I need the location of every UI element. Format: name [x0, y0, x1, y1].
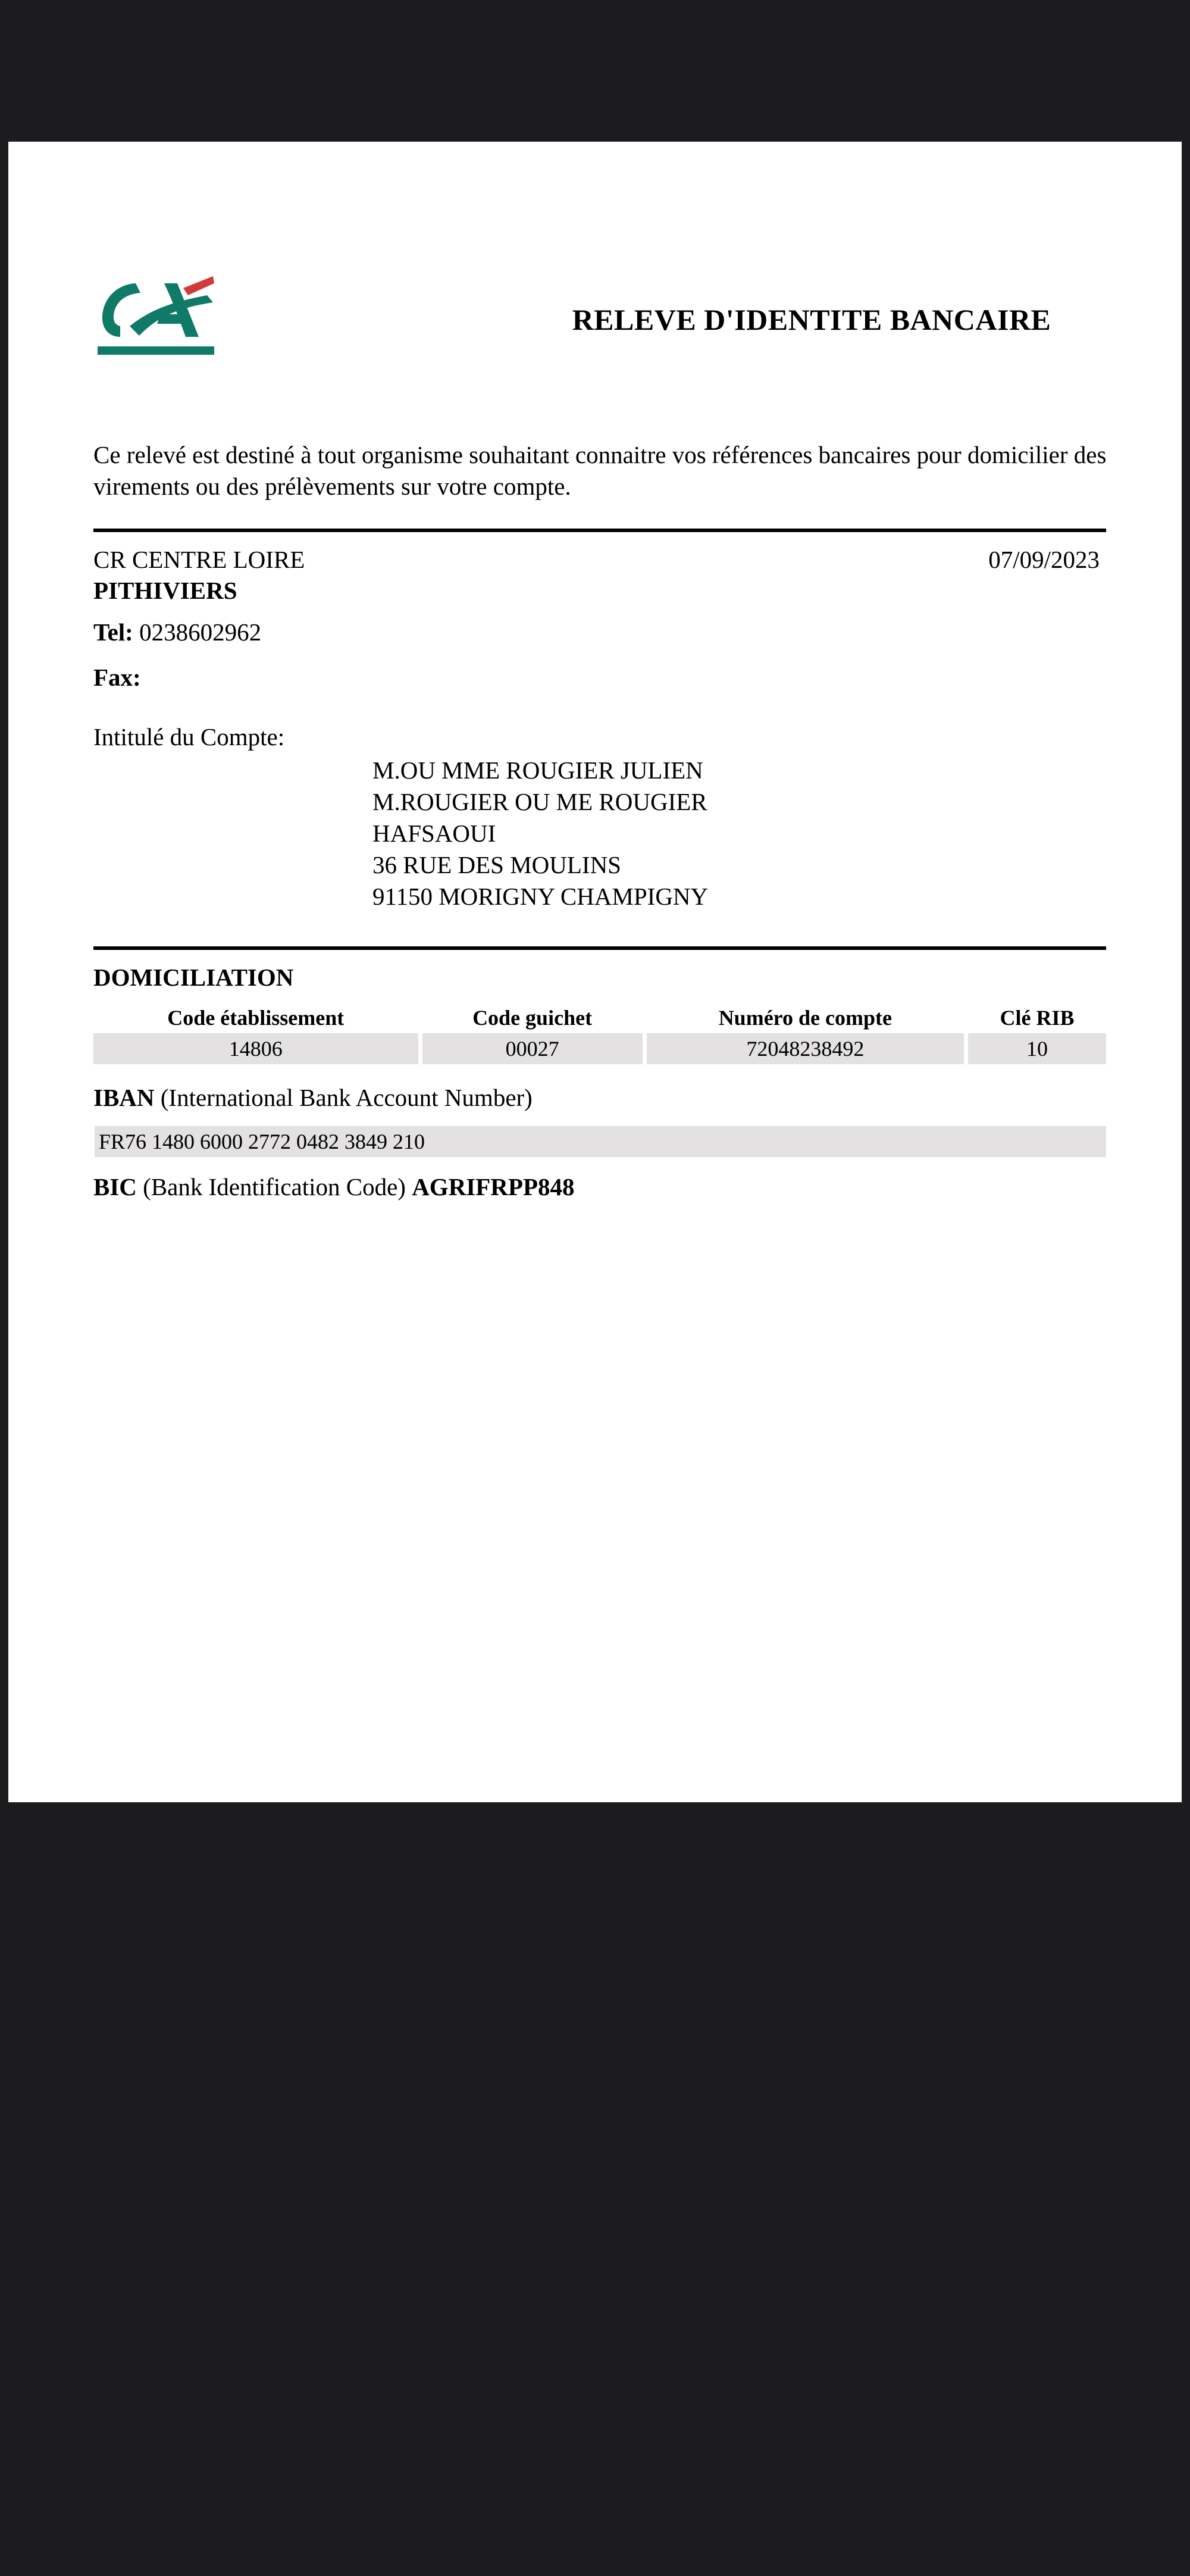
divider: [93, 529, 1106, 532]
account-label: Intitulé du Compte:: [93, 723, 285, 751]
fax-label: Fax:: [93, 664, 141, 691]
tel-row: [93, 618, 261, 646]
iban-row: [93, 1083, 533, 1112]
document-date: 07/09/2023: [988, 546, 1100, 573]
header-code-etablissement: Code établissement: [167, 1006, 345, 1030]
tel-value: 0238602962: [139, 618, 262, 646]
bic-row: [93, 1173, 575, 1201]
bic-label: BIC: [93, 1173, 137, 1201]
iban-description: (International Bank Account Number): [160, 1084, 533, 1111]
header-cle-rib: Clé RIB: [1000, 1006, 1075, 1030]
holder-line: 91150 MORIGNY CHAMPIGNY: [372, 883, 709, 910]
branch-agency: PITHIVIERS: [93, 577, 237, 604]
intro-text: Ce relevé est destiné à tout organisme souhaitant connaitre vos références bancaires pour domicilier des virements ou des prélèvements sur votre compte.: [93, 441, 1107, 500]
rib-value-row: [93, 1033, 1106, 1064]
value-code-guichet: 00027: [422, 1033, 643, 1064]
bic-description: (Bank Identification Code): [143, 1173, 406, 1201]
holder-line: M.ROUGIER OU ME ROUGIER: [372, 788, 707, 815]
value-numero-compte: 72048238492: [647, 1033, 964, 1064]
credit-agricole-logo-icon: [94, 271, 219, 361]
holder-line: M.OU MME ROUGIER JULIEN: [372, 756, 703, 784]
divider: [93, 946, 1106, 950]
holder-line: 36 RUE DES MOULINS: [372, 851, 621, 879]
value-code-etablissement: 14806: [93, 1033, 418, 1064]
tel-label: Tel:: [93, 618, 133, 646]
value-cle-rib: 10: [968, 1033, 1106, 1064]
header-numero-compte: Numéro de compte: [718, 1006, 892, 1030]
rib-header-row: [93, 1002, 1106, 1033]
account-holder: [372, 755, 708, 912]
domiciliation-heading: DOMICILIATION: [93, 964, 294, 991]
document-title: RELEVE D'IDENTITE BANCAIRE: [572, 303, 1051, 336]
rib-table: [89, 1002, 1110, 1064]
bic-value: AGRIFRPP848: [412, 1173, 575, 1201]
holder-line: HAFSAOUI: [372, 820, 496, 847]
iban-value: FR76 1480 6000 2772 0482 3849 210: [95, 1126, 1106, 1157]
header-code-guichet: Code guichet: [472, 1006, 593, 1030]
document-page: [8, 142, 1182, 1802]
branch-name: CR CENTRE LOIRE: [93, 546, 305, 573]
iban-label: IBAN: [93, 1084, 155, 1111]
